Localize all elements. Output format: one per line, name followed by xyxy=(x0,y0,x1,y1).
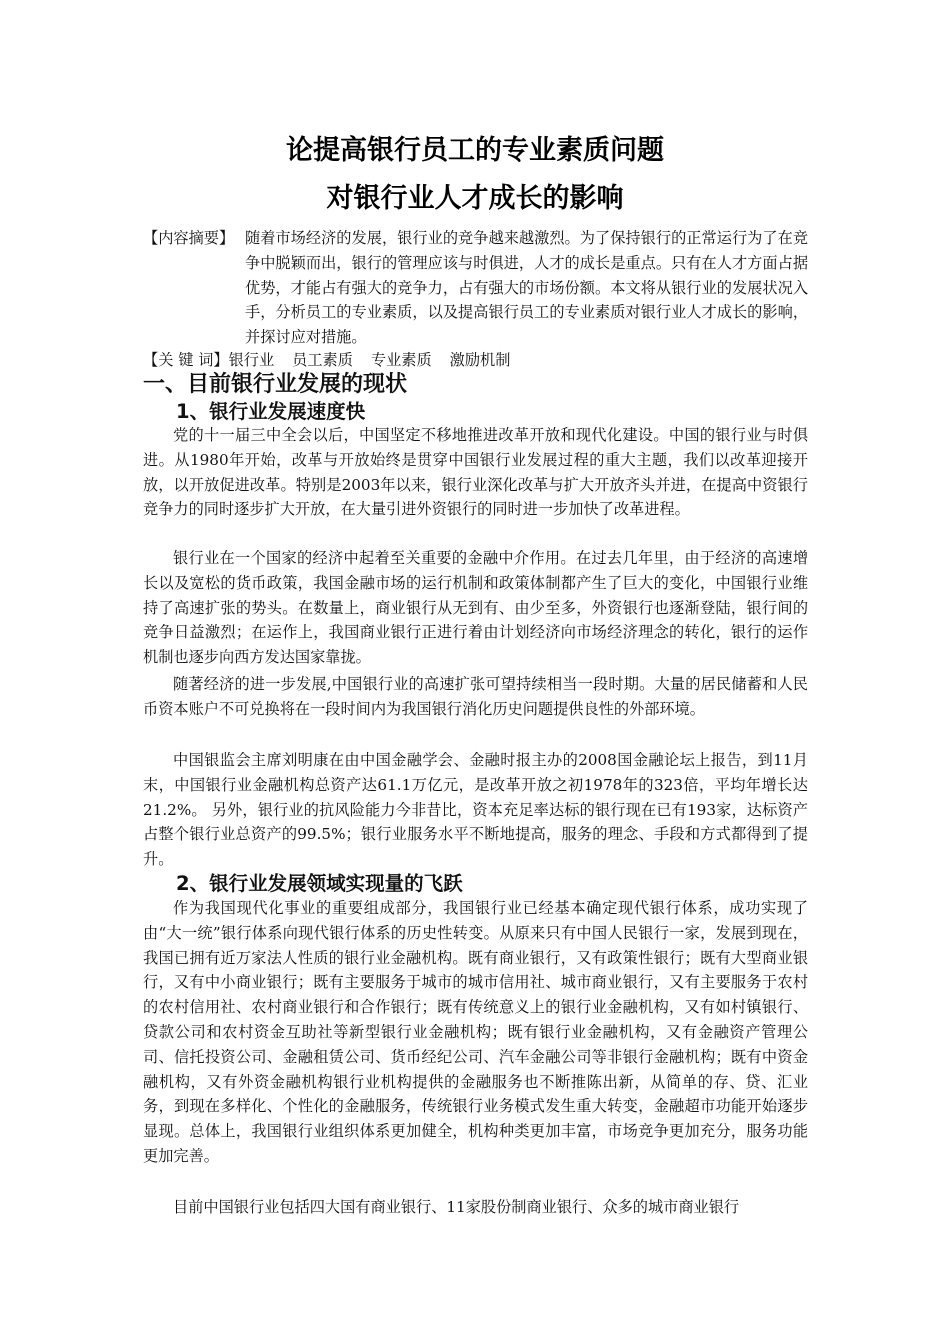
document-title: 论提高银行员工的专业素质问题 xyxy=(286,135,664,166)
section-heading: 一、目前银行业发展的现状 xyxy=(143,372,408,397)
body-paragraph: 党的十一届三中全会以后，中国坚定不移地推进改革开放和现代化建设。中国的银行业与时俱进。从1980年开始，改革与开放始终是贯穿中国银行业发展过程的重大主题，我们以改革迎接开放，以开放促进改革。特别是2003年以来，银行业深化改革与扩大开放齐头并进，在提高中资银行竞争力的同时逐步扩大开放，在大量引进外资银行的同时进一步加快了改革进程。 xyxy=(143,426,808,519)
keyword-item: 员工素质 xyxy=(292,351,353,369)
abstract-block xyxy=(143,226,808,350)
keyword-item: 激励机制 xyxy=(449,351,511,369)
body-paragraph: 银行业在一个国家的经济中起着至关重要的金融中介作用。在过去几年里，由于经济的高速增长以及宽松的货币政策，我国金融市场的运行机制和政策体制都产生了巨大的变化，中国银行业维持了高速扩张的势头。在数量上，商业银行从无到有、由少至多，外资银行也逐渐登陆，银行间的竞争日益激烈；在运作上，我国商业银行正进行着由计划经济向市场经济理念的转化，银行的运作机制也逐步向西方发达国家靠拢。 xyxy=(143,549,808,667)
abstract-label: 【内容摘要】 xyxy=(143,229,235,247)
body-paragraph: 目前中国银行业包括四大国有商业银行、11家股份制商业银行、众多的城市商业银行 xyxy=(173,1198,740,1216)
subsection-heading: 1、银行业发展速度快 xyxy=(176,400,366,423)
keyword-item: 专业素质 xyxy=(370,351,432,369)
subsection-heading: 2、银行业发展领域实现量的飞跃 xyxy=(176,872,463,895)
body-paragraph: 中国银监会主席刘明康在由中国金融学会、金融时报主办的2008国金融论坛上报告，到11月末，中国银行业金融机构总资产达61.1万亿元，是改革开放之初1978年的323倍，平均年增长达21.2%。 另外，银行业的抗风险能力今非昔比，资本充足率达标的银行现在已有193家，达标资产占整个银行业总资产的99.5%；银行业服务水平不断地提高，服务的理念、手段和方式都得到了提升。 xyxy=(143,751,808,869)
body-paragraph: 作为我国现代化事业的重要组成部分，我国银行业已经基本确定现代银行体系，成功实现了由“大一统”银行体系向现代银行体系的历史性转变。从原来只有中国人民银行一家，发展到现在，我国已拥有近万家法人性质的银行业金融机构。既有商业银行，又有政策性银行；既有大型商业银行，又有中小商业银行；既有主要服务于城市的城市信用社、城市商业银行，又有主要服务于农村的农村信用社、农村商业银行和合作银行；既有传统意义上的银行业金融机构，又有如村镇银行、贷款公司和农村资金互助社等新型银行业金融机构；既有银行业金融机构，又有金融资产管理公司、信托投资公司、金融租赁公司、货币经纪公司、汽车金融公司等非银行金融机构；既有中资金融机构，又有外资金融机构银行业机构提供的金融服务也不断推陈出新，从简单的存、贷、汇业务，到现在多样化、个性化的金融服务，传统银行业务模式发生重大转变，金融超市功能开始逐步显现。总体上，我国银行业组织体系更加健全，机构种类更加丰富，市场竞争更加充分，服务功能更加完善。 xyxy=(143,899,808,1165)
keywords-label: 【关 键 词】 xyxy=(143,351,229,369)
document-subtitle: 对银行业人才成长的影响 xyxy=(326,183,624,214)
abstract-text: 随着市场经济的发展，银行业的竞争越来越激烈。为了保持银行的正常运行为了在竞争中脱颖而出，银行的管理应该与时俱进，人才的成长是重点。只有在人才方面占据优势，才能占有强大的竞争力，占有强大的市场份额。本文将从银行业的发展状况入手，分析员工的专业素质，以及提高银行员工的专业素质对银行业人才成长的影响，并探讨应对措施。 xyxy=(245,229,808,347)
keyword-item: 银行业 xyxy=(228,351,275,369)
body-paragraph: 随著经济的进一步发展,中国银行业的高速扩张可望持续相当一段时期。大量的居民储蓄和人民币资本账户不可兑换将在一段时间内为我国银行消化历史问题提供良性的外部环境。 xyxy=(143,675,808,718)
